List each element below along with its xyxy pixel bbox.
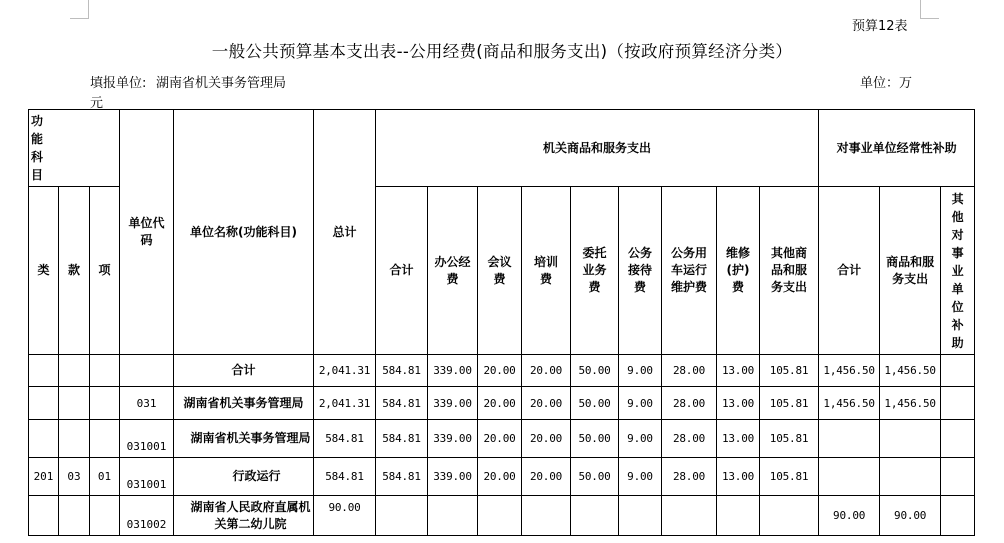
table-row: 031 湖南省机关事务管理局 2,041.31 584.81 339.00 20.00 20.00 50.00 9.00 28.00 13.00 105.81 1,456.50 1,456.50 [29,387,975,420]
table-row: 201 03 01 031001 行政运行 584.81 584.81 339.00 20.00 20.00 50.00 9.00 28.00 13.00 105.81 [29,458,975,496]
header-a-office: 办公经费 [428,187,478,355]
header-total: 总计 [314,110,376,355]
header-lei: 类 [29,187,59,355]
header-a-repair: 维修(护)费 [717,187,760,355]
header-a-training: 培训费 [522,187,571,355]
header-func-subject: 功能科目 [29,110,120,187]
page-corner-mark-left [70,0,89,19]
budget-table [28,109,975,536]
header-a-vehicle: 公务用车运行维护费 [662,187,717,355]
reporting-unit-label: 填报单位: [90,76,147,91]
header-a-other: 其他商品和服务支出 [760,187,819,355]
currency-unit-label: 单位：万 [860,76,913,91]
page-corner-mark-right [920,0,939,19]
header-a-sum: 合计 [376,187,428,355]
header-b-sum: 合计 [819,187,880,355]
header-unit-code: 单位代码 [120,110,174,355]
reporting-unit-name: 湖南省机关事务管理局 [156,76,287,91]
header-xiang: 项 [90,187,120,355]
header-group-subsidy: 对事业单位经常性补助 [819,110,975,187]
header-kuan: 款 [59,187,90,355]
header-a-meeting: 会议费 [478,187,522,355]
page-title: 一般公共预算基本支出表--公用经费(商品和服务支出)（按政府预算经济分类） [211,42,793,61]
currency-unit-wrap: 元 [90,96,104,111]
header-b-other: 其他对事业单位补助 [941,187,975,355]
table-number: 预算12表 [852,19,908,34]
header-b-goods: 商品和服务支出 [880,187,941,355]
table-row: 031001 湖南省机关事务管理局 584.81 584.81 339.00 20.00 20.00 50.00 9.00 28.00 13.00 105.81 [29,420,975,458]
header-unit-name: 单位名称(功能科目) [174,110,314,355]
header-group-agency-goods: 机关商品和服务支出 [376,110,819,187]
table-row: 合计 2,041.31 584.81 339.00 20.00 20.00 50.00 9.00 28.00 13.00 105.81 1,456.50 1,456.50 [29,355,975,387]
header-a-reception: 公务接待费 [619,187,662,355]
table-row: 031002 湖南省人民政府直属机关第二幼儿院 90.00 90.00 90.00 [29,496,975,536]
header-a-commission: 委托业务费 [571,187,619,355]
